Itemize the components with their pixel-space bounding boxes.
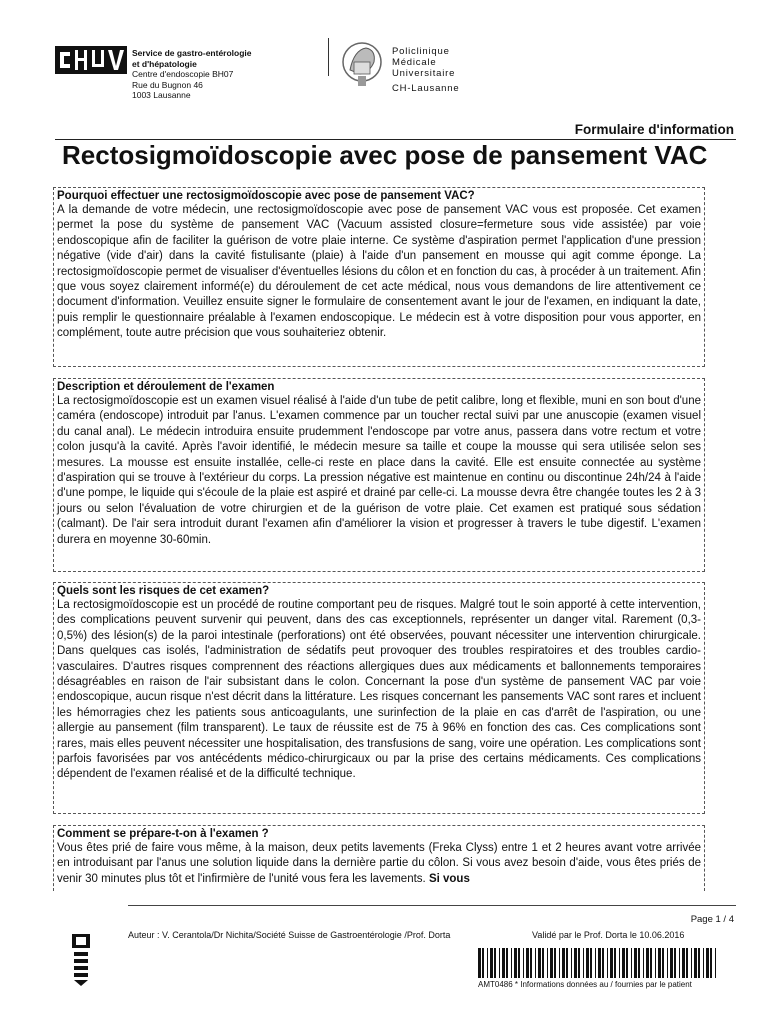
section-body: La rectosigmoïdoscopie est un procédé de routine comportant peu de risques. Malgré tout le soin apporté à cette intervention, des complications peuvent survenir qui peuvent, dans des cas exceptionnels, représenter un danger vital. Rarement (0,3-0,5%) des lésion(s) de la paroi intestinale (perforations) ont été observées, pouvant nécessiter une intervention chirurgicale. Dans quelques cas isolés, l'administration de sédatifs peut provoquer des troubles respiratoires et des troubles cardio-vasculaires. D'autres risques comprennent des réactions allergiques dues aux médicaments et ballonnements temporaires désagréables en raison de l'air subsistant dans le colon. Concernant la pose d'un système de pansement VAC par voie endoscopique, aucun risque n'est décrit dans la littérature. Les risques concernant les pansements VAC sont rares et incluent les hémorragies chez les patients sous anticoagulants, une surinfection de la plaie en cas d'arrêt de l'aspiration, ou une allergie au pansement (film transparent). Le taux de réussite est de 75 à 96% en fonction des cas. Ces complications sont rares, mais elles peuvent nécessiter une hospitalisation, des transfusions de sang, voire une opération. Les complications sont parfois favorisées par vos antécédents médico-chirurgicaux ou par la prise des certains médicaments. Ces complications dépendent de l'examen réalisé et de la difficulté technique. (57, 599, 701, 781)
vaud-logo (70, 932, 92, 988)
pmu-logo (340, 40, 384, 90)
chuv-logo (55, 42, 127, 78)
section-title: Quels sont les risques de cet examen? (57, 585, 270, 597)
section-title: Description et déroulement de l'examen (57, 381, 275, 393)
page-title: Rectosigmoïdoscopie avec pose de pansement VAC (62, 140, 708, 170)
author-line: Auteur : V. Cerantola/Dr Nichita/Société Suisse de Gastroentérologie /Prof. Dorta (128, 930, 451, 940)
chuv-city: 1003 Lausanne (132, 90, 191, 100)
section-body: A la demande de votre médecin, une rectosigmoïdoscopie avec pose de pansement VAC vous est proposée. Cet examen permet la pose du système de pansement VAC (Vacuum assisted closure=fermeture sous vide assistée) par voie endoscopique afin de faciliter la guérison de votre plaie interne. Ce système d'aspiration permet l'application d'une pression négative (vide d'air) dans la cavité fistulisante (plaie) à l'aide d'un pansement en mousse qui agit comme éponge. La rectosigmoïdoscopie permet de visualiser d'éventuelles lésions du côlon et en fonction du cas, à procéder à un traitement. Afin que vous soyez clairement informé(e) du déroulement de cet acte médical, nous vous demandons de lire attentivement ce document d'information. Veuillez ensuite signer le formulaire de consentement avant le jour de l'examen, en indiquant la date, puis remplir le questionnaire préalable à l'examen endoscopique. Le médecin est à votre disposition pour vous apporter, en complément, toute autre précision que vous souhaiteriez obtenir. (57, 204, 701, 340)
chuv-centre: Centre d'endoscopie BH07 (132, 69, 234, 79)
section-preparation (53, 825, 705, 891)
section-description (53, 378, 705, 572)
pmu-name (392, 46, 455, 79)
section-title: Comment se prépare-t-on à l'examen ? (57, 828, 269, 840)
chuv-street: Rue du Bugnon 46 (132, 79, 203, 90)
section-body-text: Vous êtes prié de faire vous même, à la maison, deux petits lavements (Freka Clyss) entre 1 et 2 heures avant votre arrivée en introduisant par l'anus une solution liquide dans la dernière partie du côlon. Si vous avez besoin d'aide, vous êtes priés de venir 30 minutes plus tôt et l'infirmière de l'unité vous fera les lavements. (57, 842, 701, 885)
chuv-service-line-2: et d'hépatologie (132, 58, 197, 69)
header-divider (328, 38, 329, 76)
section-body: La rectosigmoïdoscopie est un examen visuel réalisé à l'aide d'un tube de petit calibre, long et flexible, muni en son bout d'une caméra (endoscope) introduit par l'anus. L'examen commence par un toucher rectal suivi par une anuscopie (examen visuel du canal anal). Le médecin introduira ensuite prudemment l'endoscope par votre anus, passera dans votre rectum et votre colon jusqu'à la cavité. Après l'avoir identifié, le médecin mesure sa taille et coupe la mousse qui sera utilisée selon ses mesures. La mousse est ensuite installée, celle-ci reste en place dans la cavité. Elle est ensuite connectée au système d'aspiration qui se trouve à l'extérieur du corps. La pression négative est maintenue en continu ou discontinue 24h/24 à l'aide d'une pompe, le liquide qui s'écoule de la plaie est aspiré et drainé par celle-ci. La mousse devra être changée toutes les 2 à 3 jours ou selon l'évaluation de votre chirurgien et de la guérison de votre plaie. Cet examen est pratiqué sous sédation (calmant). De l'air sera introduit durant l'examen afin d'améliorer la vision et progresser à travers le tube digestif. L'examen durera en moyenne 30-60min. (57, 395, 701, 546)
section-why (53, 187, 705, 367)
section-body-bold-tail: Si vous (428, 872, 470, 885)
barcode (478, 948, 718, 978)
section-body (57, 841, 701, 887)
footer-rule (128, 905, 736, 906)
section-title: Pourquoi effectuer une rectosigmoïdoscopie avec pose de pansement VAC? (57, 190, 475, 202)
pmu-line-2: Médicale (392, 57, 437, 68)
pmu-city: CH-Lausanne (392, 83, 460, 94)
chuv-service-line-1: Service de gastro-entérologie (132, 48, 252, 58)
pmu-line-3: Universitaire (392, 68, 456, 79)
page-number: Page 1 / 4 (690, 914, 734, 925)
validation-line: Validé par le Prof. Dorta le 10.06.2016 (532, 930, 685, 940)
section-risks (53, 582, 705, 814)
chuv-address (132, 48, 252, 101)
form-label: Formulaire d'information (574, 122, 734, 137)
pmu-line-1: Policlinique (392, 46, 450, 57)
form-code: AMT0486 * Informations données au / fournies par le patient (478, 980, 692, 989)
